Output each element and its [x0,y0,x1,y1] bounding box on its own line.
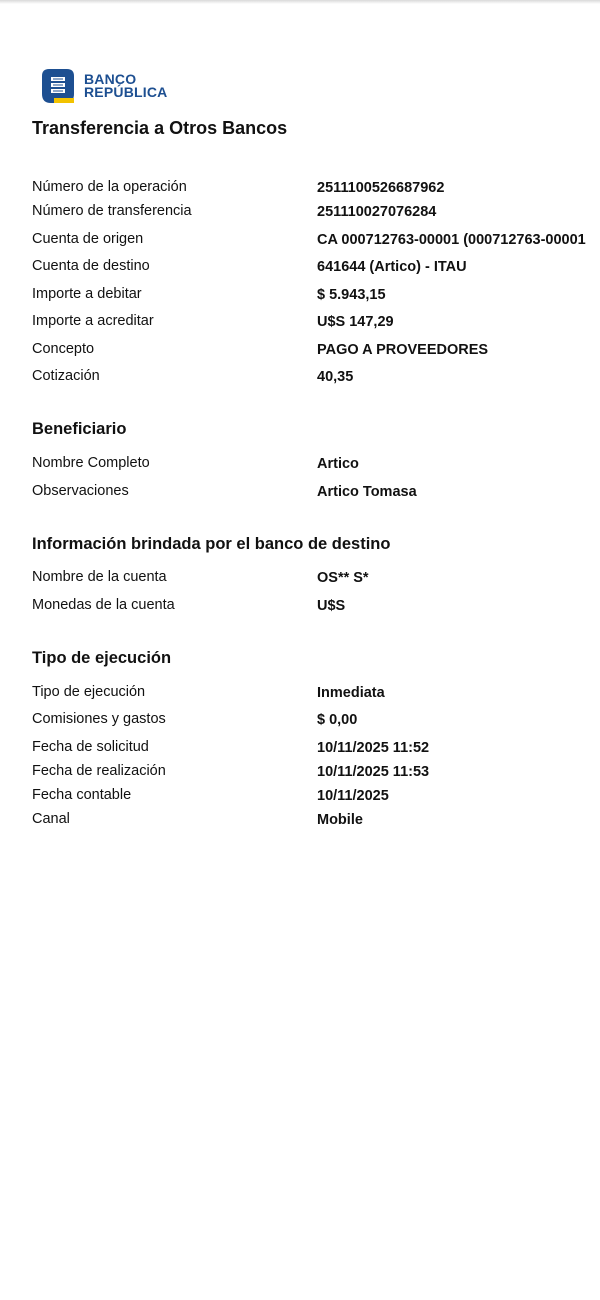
detail-label: Cuenta de origen [32,231,144,247]
bank-logo [40,68,167,104]
top-edge-shadow [0,0,600,4]
detail-row-debit-amount [32,286,600,306]
detail-label: Fecha contable [32,787,132,803]
detail-row-accounting-date [32,787,600,807]
section-title-beneficiary: Beneficiario [32,420,127,438]
detail-row-concept [32,341,600,361]
detail-row-completion-date [32,763,600,783]
detail-value: Mobile [317,812,363,828]
detail-row-account-name [32,569,600,589]
detail-row-observations [32,483,600,503]
bank-logo-icon [40,68,76,104]
detail-value: 2511100526687962 [317,180,445,196]
detail-label: Fecha de solicitud [32,739,149,755]
bank-name-line2: REPÚBLICA [84,84,168,100]
detail-value: U$S [317,598,346,614]
detail-value: U$S 147,29 [317,314,394,330]
detail-label: Importe a acreditar [32,313,154,329]
detail-row-credit-amount [32,313,600,333]
detail-row-request-date [32,739,600,759]
detail-label: Número de la operación [32,179,187,195]
detail-label: Nombre de la cuenta [32,569,167,585]
detail-row-beneficiary-name [32,455,600,475]
detail-label: Canal [32,811,70,827]
detail-value: PAGO A PROVEEDORES [317,342,489,358]
section-title-destination-info: Información brindada por el banco de destino [32,535,391,553]
detail-label: Concepto [32,341,95,357]
detail-label: Tipo de ejecución [32,684,146,700]
detail-row-transfer-number [32,203,600,223]
detail-row-destination-account [32,258,600,278]
detail-value: CA 000712763-00001 (000712763-00001 [317,232,586,248]
detail-row-execution-type [32,684,600,704]
detail-label: Nombre Completo [32,455,150,471]
detail-row-operation-number [32,179,600,199]
detail-label: Cotización [32,368,100,384]
detail-value: Inmediata [317,685,385,701]
section-title-execution: Tipo de ejecución [32,649,172,667]
bank-logo-text [84,73,167,99]
detail-value: 40,35 [317,369,354,385]
detail-row-channel [32,811,600,831]
detail-label: Número de transferencia [32,203,192,219]
detail-label: Fecha de realización [32,763,166,779]
detail-row-origin-account [32,231,600,251]
detail-label: Cuenta de destino [32,258,150,274]
detail-value: 251110027076284 [317,204,437,220]
detail-value: OS** S* [317,570,369,586]
detail-label: Importe a debitar [32,286,142,302]
bank-name-line1: BANCO [84,71,137,87]
detail-label: Comisiones y gastos [32,711,166,727]
detail-value: 641644 (Artico) - ITAU [317,259,467,275]
detail-row-account-currency [32,597,600,617]
page-title: Transferencia a Otros Bancos [32,118,288,138]
detail-label: Observaciones [32,483,129,499]
detail-value: 10/11/2025 11:52 [317,740,430,756]
detail-value: 10/11/2025 11:53 [317,764,430,780]
detail-value: $ 5.943,15 [317,287,386,303]
detail-value: Artico [317,456,359,472]
detail-row-exchange-rate [32,368,600,388]
detail-value: 10/11/2025 [317,788,389,804]
detail-value: $ 0,00 [317,712,358,728]
detail-label: Monedas de la cuenta [32,597,175,613]
detail-value: Artico Tomasa [317,484,417,500]
detail-row-fees [32,711,600,731]
